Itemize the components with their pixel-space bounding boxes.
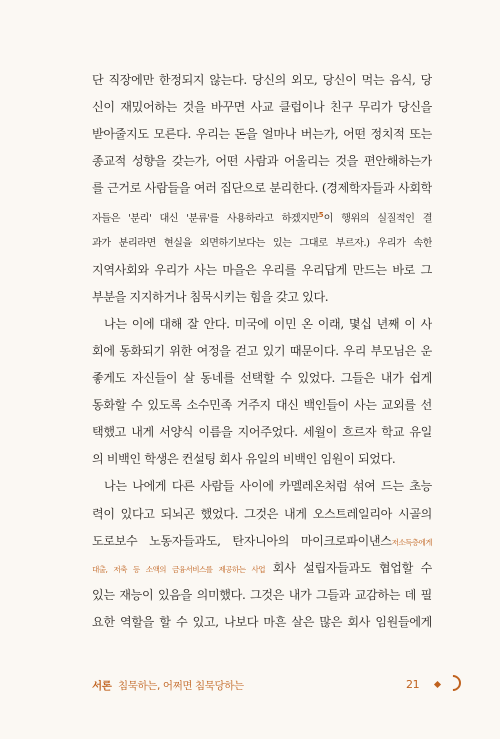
text-span: 도로보수 노동자들과도, 탄자니아의 마이크로파이낸스 [92, 533, 392, 548]
text-line: 부분을 지지하거나 침묵시키는 힘을 갖고 있다. [92, 289, 329, 304]
text-line: 과가 분리라면 현실을 외면하기보다는 있는 그대로 부르자.) 우리가 속한 [92, 237, 432, 249]
text-span: 회사 설립자들과도 협업할 수 [272, 560, 432, 575]
text-line-with-footnote [92, 202, 432, 229]
text-line: 나는 나에게 다른 사람들 사이에 카멜레온처럼 섞여 드는 초능 [104, 479, 432, 494]
section-label: 서론 [92, 680, 112, 692]
gloss-annotation: 대출, 저축 등 소액의 금융서비스를 제공하는 사업 [92, 564, 265, 574]
page-footer [92, 678, 462, 696]
body-text [92, 67, 432, 636]
page-number: 21 [406, 678, 420, 691]
text-line: 를 근거로 사람들을 여러 집단으로 분리한다. (경제학자들과 사회학 [92, 181, 432, 196]
text-line: 있는 재능이 있음을 의미했다. 그것은 내가 그들과 교감하는 데 필 [92, 587, 432, 602]
text-line: 의 비백인 학생은 컨설팅 회사 유일의 비백인 임원이 되었다. [92, 452, 396, 467]
text-line: 동화할 수 있도록 소수민족 거주지 대신 백인들이 사는 교외를 선 [92, 398, 432, 413]
gloss-annotation: 저소득층에게 [391, 537, 432, 547]
diamond-icon [434, 681, 441, 688]
text-line: 신이 재밌어하는 것을 바꾸면 사교 클럽이나 친구 무리가 당신을 [92, 100, 432, 115]
text-line: 요한 역할을 할 수 있고, 나보다 마흔 살은 많은 회사 임원들에게 [92, 614, 432, 629]
text-line: 택했고 내게 서양식 이름을 지어주었다. 세월이 흐르자 학교 유일 [92, 425, 432, 440]
text-line: 회에 동화되기 위한 여정을 걷고 있기 때문이다. 우리 부모님은 운 [92, 343, 432, 358]
text-line: 지역사회와 우리가 사는 마을은 우리를 우리답게 만드는 바로 그 [92, 262, 432, 277]
arc-ornament-icon [442, 672, 465, 695]
footnote-marker[interactable]: 5 [318, 211, 324, 220]
text-line-with-gloss [92, 528, 432, 555]
parenthetical-text: 자들은 '분리' 대신 '분류'를 사용하라고 하겠지만 [92, 213, 319, 225]
text-line: 받아줄지도 모른다. 우리는 돈을 얼마나 버는가, 어떤 정치적 또는 [92, 127, 432, 142]
parenthetical-text-end: 이 행위의 실질적인 결 [323, 213, 432, 225]
text-line: 나는 이에 대해 잘 안다. 미국에 이민 온 이래, 몇십 년째 이 사 [104, 316, 432, 331]
text-line: 좋게도 자신들이 살 동네를 선택할 수 있었다. 그들은 내가 쉽게 [92, 371, 432, 386]
text-line: 단 직장에만 한정되지 않는다. 당신의 외모, 당신이 먹는 음식, 당 [92, 73, 432, 87]
running-title: 침묵하는, 어쩌면 침묵당하는 [118, 680, 244, 692]
text-line-with-gloss [92, 555, 432, 582]
text-line: 종교적 성향을 갖는가, 어떤 사람과 어울리는 것을 편안해하는가 [92, 154, 432, 169]
text-line: 력이 있다고 되뇌곤 했었다. 그것은 내게 오스트레일리아 시골의 [92, 506, 432, 521]
